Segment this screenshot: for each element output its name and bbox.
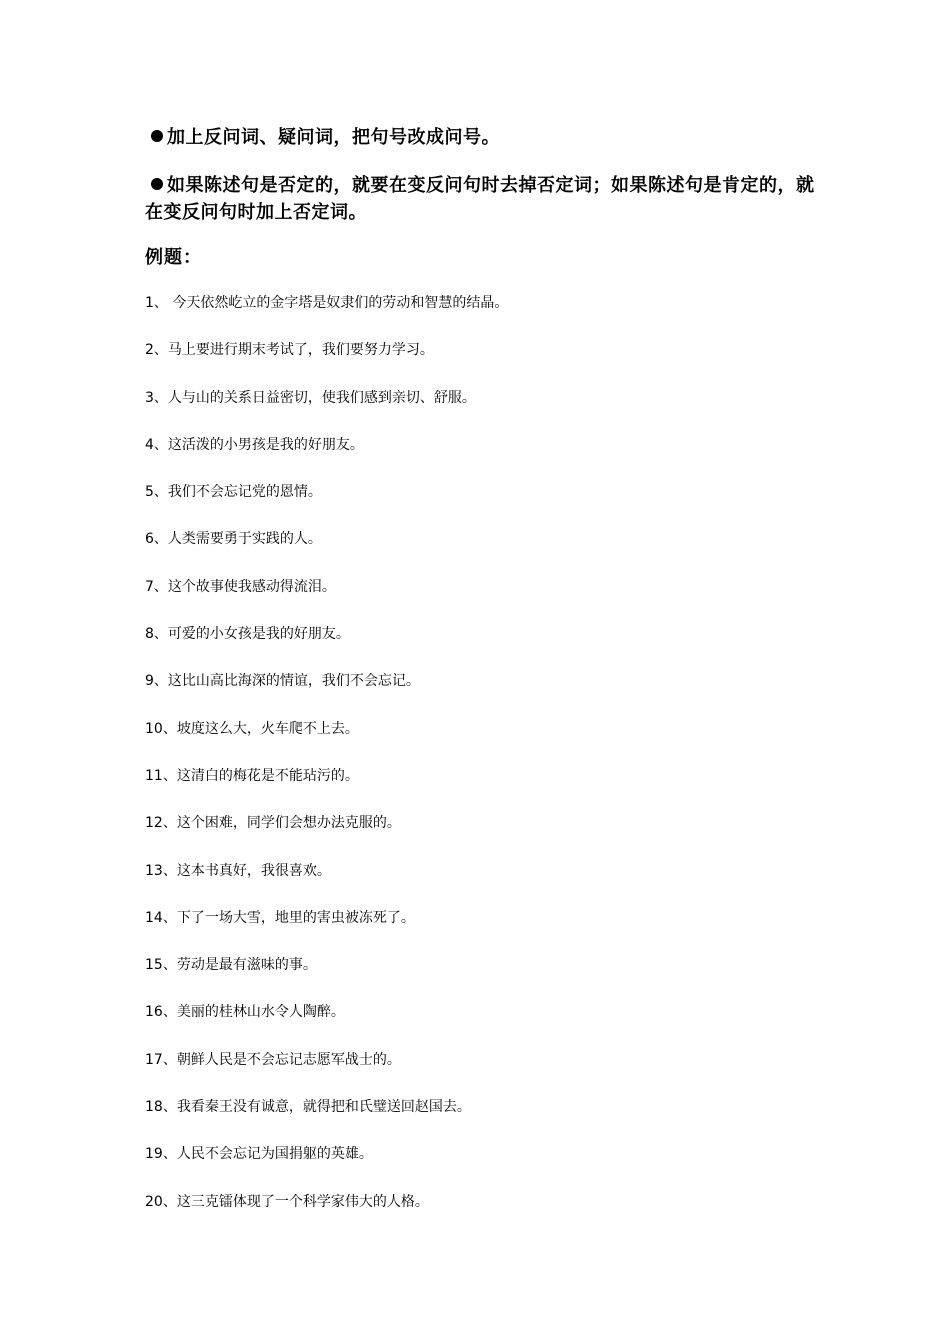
example-item xyxy=(145,955,508,1002)
example-text: 今天依然屹立的金字塔是奴隶们的劳动和智慧的结晶。 xyxy=(167,295,509,311)
example-text: 人与山的关系日益密切，使我们感到亲切、舒服。 xyxy=(167,389,476,406)
example-item xyxy=(145,1050,508,1097)
example-text: 美丽的桂林山水令人陶醉。 xyxy=(176,1004,345,1021)
example-number: 12、 xyxy=(145,815,177,832)
rule-2 xyxy=(145,172,825,226)
example-item xyxy=(145,1144,508,1191)
example-number: 15、 xyxy=(145,957,177,974)
example-text: 朝鲜人民是不会忘记志愿军战士的。 xyxy=(176,1051,401,1068)
example-number: 5、 xyxy=(145,484,168,501)
example-text: 我看秦王没有诚意，就得把和氏璧送回赵国去。 xyxy=(176,1099,471,1116)
example-item xyxy=(145,293,508,340)
example-item xyxy=(145,719,508,766)
example-item xyxy=(145,1002,508,1049)
example-number: 17、 xyxy=(145,1051,177,1068)
example-item xyxy=(145,766,508,813)
rule-1 xyxy=(145,124,825,151)
example-item xyxy=(145,435,508,482)
example-number: 16、 xyxy=(145,1004,177,1021)
example-item xyxy=(145,482,508,529)
example-number: 7、 xyxy=(145,578,168,595)
example-text: 这比山高比海深的情谊，我们不会忘记。 xyxy=(167,673,420,690)
example-text: 人民不会忘记为国捐躯的英雄。 xyxy=(176,1146,373,1163)
example-item xyxy=(145,340,508,387)
example-text: 下了一场大雪，地里的害虫被冻死了。 xyxy=(176,909,415,926)
example-text: 我们不会忘记党的恩情。 xyxy=(167,484,322,501)
example-text: 这个困难，同学们会想办法克服的。 xyxy=(176,815,401,832)
example-text: 人类需要勇于实践的人。 xyxy=(167,531,322,548)
bullet-dot xyxy=(151,178,163,190)
example-number: 11、 xyxy=(145,767,177,784)
example-text: 坡度这么大，火车爬不上去。 xyxy=(176,720,359,737)
example-item xyxy=(145,671,508,718)
example-text: 劳动是最有滋味的事。 xyxy=(176,957,317,974)
example-item xyxy=(145,1192,508,1239)
example-number: 4、 xyxy=(145,436,168,453)
example-text: 马上要进行期末考试了，我们要努力学习。 xyxy=(167,342,434,359)
example-number: 19、 xyxy=(145,1146,177,1163)
example-list xyxy=(145,293,508,1239)
example-item xyxy=(145,1097,508,1144)
example-text: 这三克镭体现了一个科学家伟大的人格。 xyxy=(176,1193,429,1210)
example-item xyxy=(145,908,508,955)
example-number: 9、 xyxy=(145,673,168,690)
example-number: 8、 xyxy=(145,626,168,643)
rule-1-text: 加上反问词、疑问词，把句号改成问号。 xyxy=(167,127,500,148)
bullet-dot xyxy=(151,130,163,142)
example-text: 这清白的梅花是不能玷污的。 xyxy=(176,767,359,784)
example-item xyxy=(145,861,508,908)
example-item xyxy=(145,529,508,576)
example-number: 14、 xyxy=(145,909,177,926)
example-text: 可爱的小女孩是我的好朋友。 xyxy=(167,626,350,643)
example-text: 这本书真好，我很喜欢。 xyxy=(176,862,331,879)
example-number: 10、 xyxy=(145,720,177,737)
example-number: 6、 xyxy=(145,531,168,548)
example-item xyxy=(145,624,508,671)
example-number: 20、 xyxy=(145,1193,177,1210)
example-item xyxy=(145,388,508,435)
example-number: 3、 xyxy=(145,389,168,406)
example-item xyxy=(145,577,508,624)
rule-2-text: 如果陈述句是否定的，就要在变反问句时去掉否定词；如果陈述句是肯定的，就在变反问句时加上否定词。 xyxy=(145,175,815,223)
example-item xyxy=(145,813,508,860)
example-number: 18、 xyxy=(145,1099,177,1116)
example-number: 13、 xyxy=(145,862,177,879)
example-text: 这个故事使我感动得流泪。 xyxy=(167,578,336,595)
example-number: 1、 xyxy=(145,295,168,311)
examples-heading: 例题： xyxy=(145,247,202,268)
example-number: 2、 xyxy=(145,342,168,359)
example-text: 这活泼的小男孩是我的好朋友。 xyxy=(167,436,364,453)
